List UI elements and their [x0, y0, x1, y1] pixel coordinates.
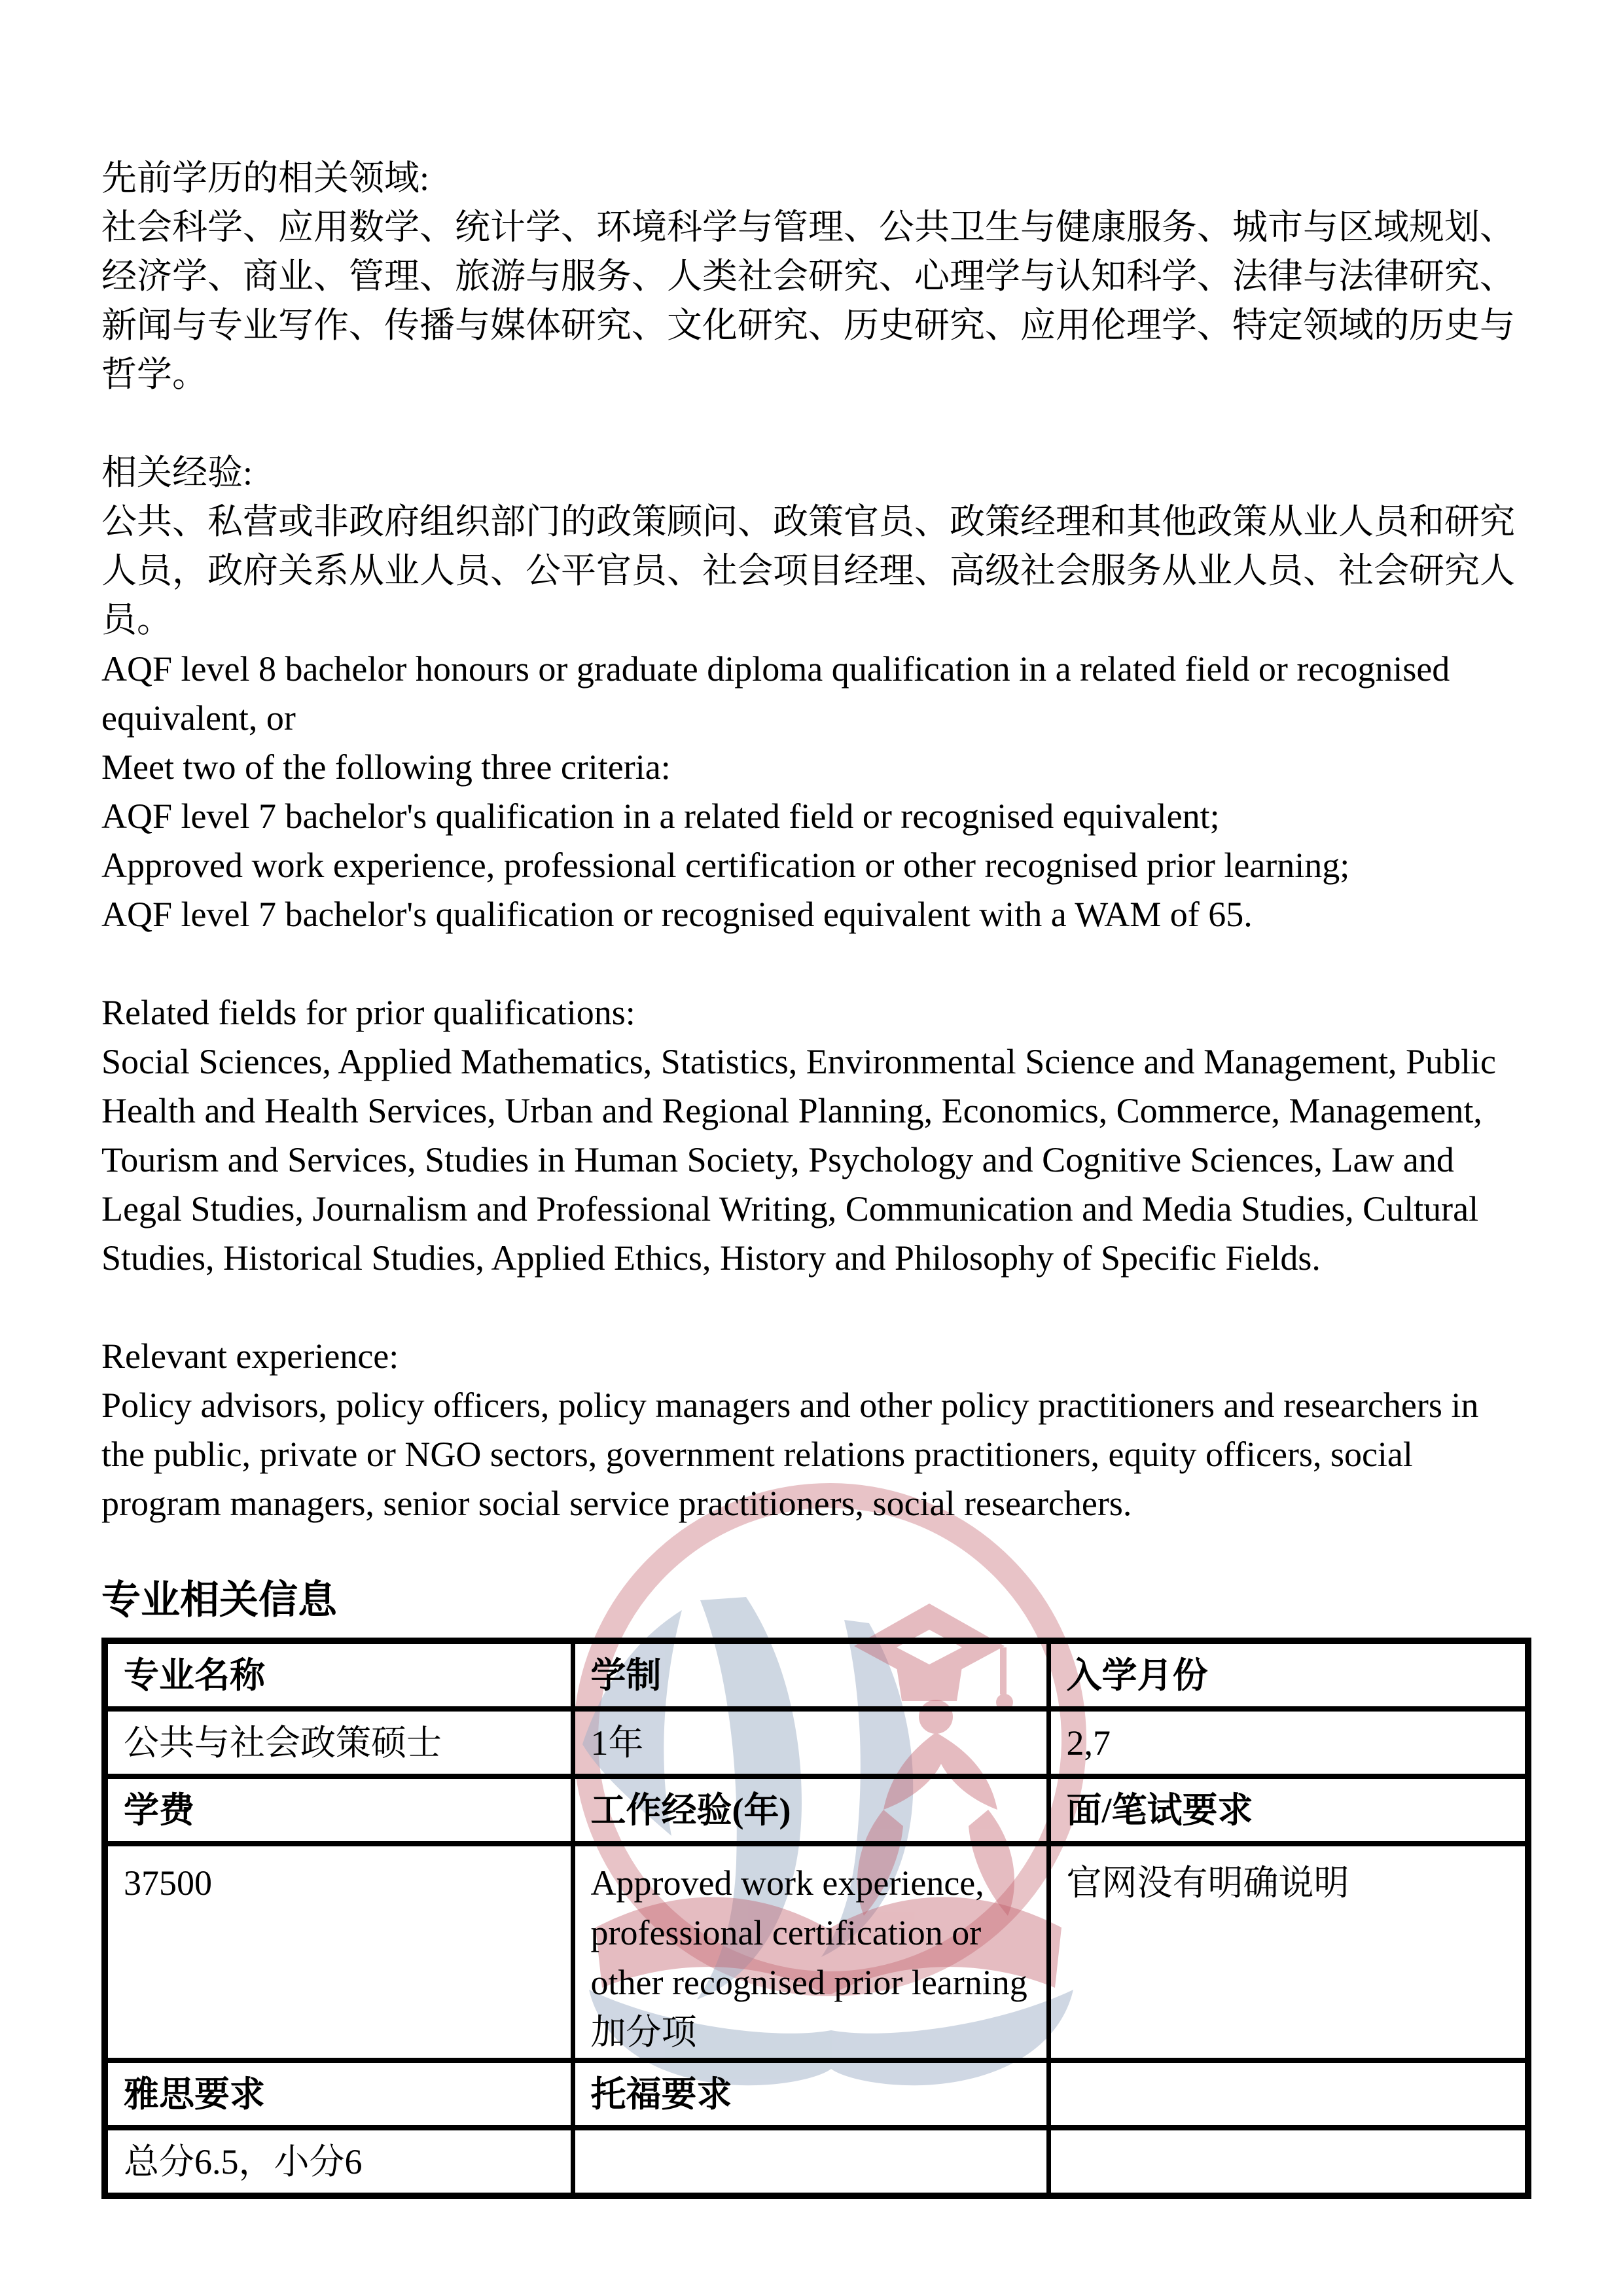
section-paragraph: 公共、私营或非政府组织部门的政策顾问、政策官员、政策经理和其他政策从业人员和研究人员，政府关系从业人员、公平官员、社会项目经理、高级社会服务从业人员、社会研究人员。 — [101, 502, 1515, 639]
section-prior-qualification-fields-en — [101, 988, 1525, 1283]
table-row — [105, 2128, 1528, 2196]
col-header-tuition: 学费 — [105, 1776, 573, 1844]
program-name-value: 公共与社会政策硕士 — [105, 1709, 573, 1776]
col-header-program-name: 专业名称 — [105, 1641, 573, 1709]
col-header-toefl: 托福要求 — [573, 2060, 1048, 2128]
section-paragraph: Approved work experience, professional certification or other recognised prior learning; — [101, 846, 1350, 885]
col-header-intake-month: 入学月份 — [1048, 1641, 1528, 1709]
section-title: 先前学历的相关领域: — [101, 158, 430, 198]
duration-value: 1年 — [573, 1709, 1048, 1776]
table-row — [105, 2060, 1528, 2128]
program-info-table — [101, 1638, 1531, 2199]
section-paragraph: Meet two of the following three criteria: — [101, 747, 671, 787]
col-header-duration: 学制 — [573, 1641, 1048, 1709]
empty-cell — [1048, 2128, 1528, 2196]
section-paragraph: Social Sciences, Applied Mathematics, Statistics, Environmental Science and Management, Public Health and Health Services, Urban and Regional Planning, Economics, Commerce, Management, Tourism and Services, Studies in Human Society, Psychology and Cognitive Sciences, Law and Legal Studies, Journalism and Professional Writing, Communication and Media Studies, Cultural Studies, Historical Studies, Applied Ethics, History and Philosophy of Specific Fields. — [101, 1042, 1496, 1278]
col-header-work-experience: 工作经验(年) — [573, 1776, 1048, 1844]
table-row — [105, 1641, 1528, 1709]
ielts-value: 总分6.5，小分6 — [105, 2128, 573, 2196]
section-relevant-experience-zh — [101, 448, 1525, 939]
table-row — [105, 1844, 1528, 2060]
table-row — [105, 1709, 1528, 1776]
tuition-value: 37500 — [105, 1844, 573, 2060]
section-paragraph: AQF level 7 bachelor's qualification or recognised equivalent with a WAM of 65. — [101, 895, 1253, 934]
intake-month-value: 2,7 — [1048, 1709, 1528, 1776]
section-title: Related fields for prior qualifications: — [101, 993, 635, 1032]
section-paragraph: AQF level 8 bachelor honours or graduate diploma qualification in a related field or recognised equivalent, or — [101, 649, 1450, 738]
col-header-ielts: 雅思要求 — [105, 2060, 573, 2128]
work-experience-value: Approved work experience, professional certification or other recognised prior learning加分项 — [573, 1844, 1048, 2060]
col-header-interview-test: 面/笔试要求 — [1048, 1776, 1528, 1844]
section-title: 相关经验: — [101, 453, 253, 492]
section-paragraph: AQF level 7 bachelor's qualification in a related field or recognised equivalent; — [101, 797, 1220, 836]
section-paragraph: 社会科学、应用数学、统计学、环境科学与管理、公共卫生与健康服务、城市与区域规划、经济学、商业、管理、旅游与服务、人类社会研究、心理学与认知科学、法律与法律研究、新闻与专业写作、传播与媒体研究、文化研究、历史研究、应用伦理学、特定领域的历史与哲学。 — [101, 207, 1515, 394]
section-paragraph: Policy advisors, policy officers, policy managers and other policy practitioners and researchers in the public, private or NGO sectors, government relations practitioners, equity officers, social program managers, senior social service practitioners, social researchers. — [101, 1386, 1479, 1523]
section-relevant-experience-en — [101, 1332, 1525, 1528]
section-prior-qualification-fields-zh — [101, 154, 1525, 399]
empty-cell — [573, 2128, 1048, 2196]
interview-test-value: 官网没有明确说明 — [1048, 1844, 1528, 2060]
table-row — [105, 1776, 1528, 1844]
empty-cell — [1048, 2060, 1528, 2128]
program-info-heading: 专业相关信息 — [101, 1579, 337, 1622]
section-title: Relevant experience: — [101, 1336, 399, 1376]
